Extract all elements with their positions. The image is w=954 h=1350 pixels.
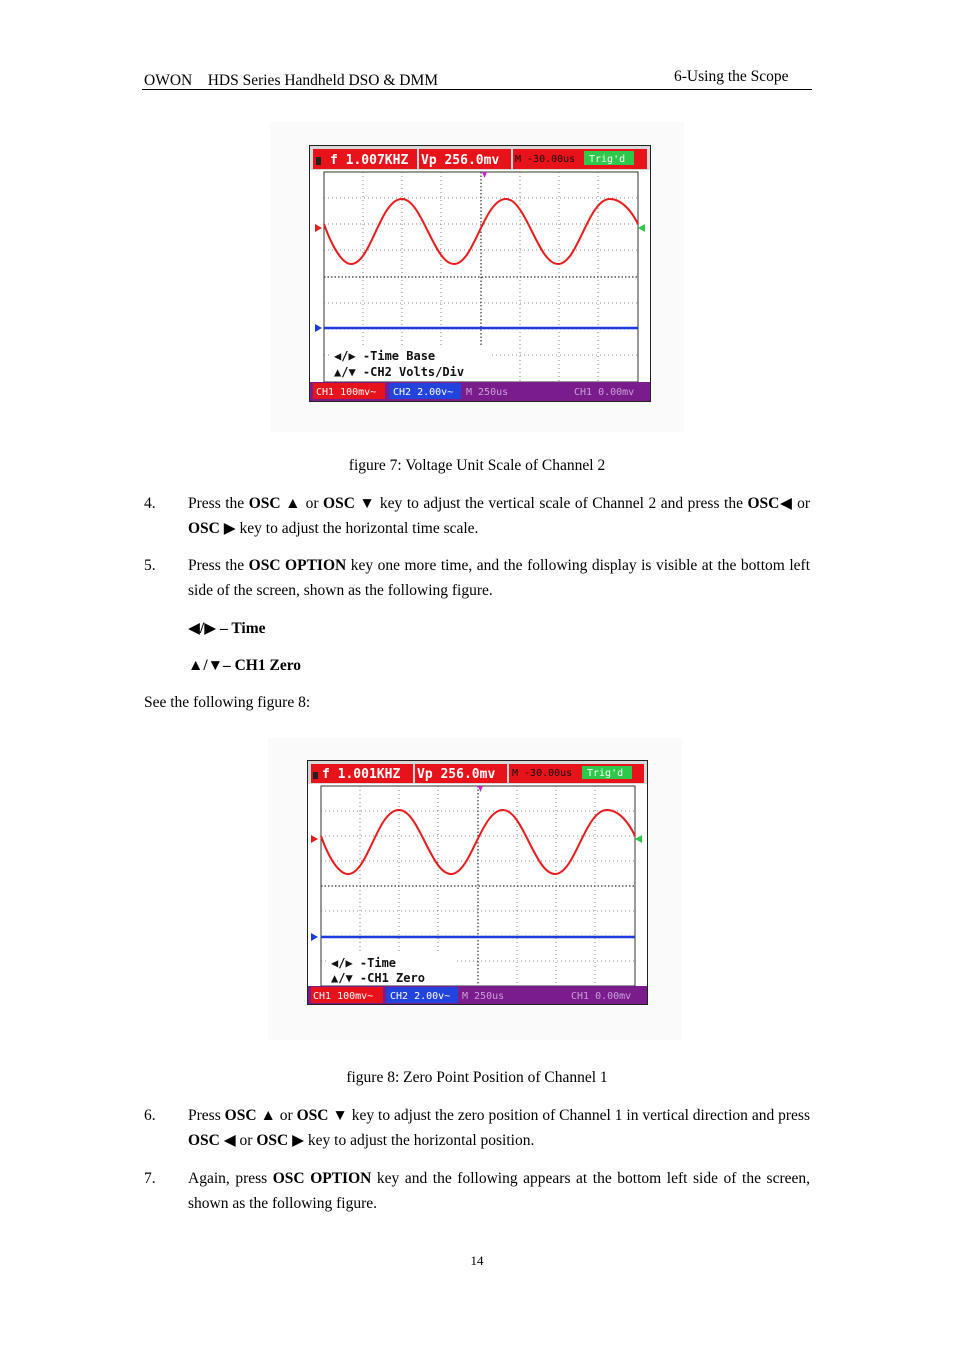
vpp-readout: Vp 256.0mv (421, 153, 500, 168)
ch2-scale: CH2 2.00v~ (390, 991, 451, 1002)
figure8-scope (307, 760, 648, 1005)
figure7-scope (309, 145, 651, 402)
key-line-ch1-zero: ▲/▼– CH1 Zero (188, 657, 302, 674)
ch2-zero-marker-icon (311, 933, 318, 941)
hint-line-2: ▲/▼ -CH2 Volts/Div (334, 365, 465, 379)
ch2-scale: CH2 2.00v~ (393, 387, 454, 398)
trigger-status: Trig'd (587, 768, 624, 779)
time-offset-readout: M -30.00us (515, 154, 576, 165)
header-left: OWON HDS Series Handheld DSO & DMM (144, 72, 439, 89)
ch1-scale: CH1 100mv~ (316, 387, 377, 398)
ch2-zero-marker-icon (315, 324, 322, 332)
figure8-screen (308, 761, 647, 1004)
see-figure8-text: See the following figure 8: (144, 694, 311, 711)
vpp-readout: Vp 256.0mv (417, 767, 496, 782)
ch1-scale: CH1 100mv~ (313, 991, 374, 1002)
trigger-level: CH1 0.00mv (571, 991, 632, 1002)
header-right: 6-Using the Scope (674, 68, 789, 85)
timebase: M 250us (462, 991, 505, 1002)
step6-number: 6. (144, 1107, 156, 1124)
step5-text: Press the OSC OPTION key one more time, and the following display is visible at the bottom left side of the screen, shown as the following figure. (188, 557, 811, 599)
step4-number: 4. (144, 495, 156, 512)
time-offset-readout: M -30.00us (512, 768, 573, 779)
trigger-level-marker-icon (638, 224, 645, 232)
frequency-readout: f 1.001KHZ (322, 767, 401, 782)
key-line-time: ◀/▶ – Time (188, 620, 266, 637)
trigger-level: CH1 0.00mv (574, 387, 635, 398)
header-rule (142, 89, 812, 90)
trigger-level-marker-icon (635, 835, 642, 843)
step6-text: Press OSC ▲ or OSC ▼ key to adjust the zero position of Channel 1 in vertical direction and press OSC ◀ or OSC ▶ key to adjust the horizontal position. (188, 1107, 810, 1149)
hint-line-1: ◀/▶ -Time (331, 956, 397, 970)
step4-text: Press the OSC ▲ or OSC ▼ key to adjust the vertical scale of Channel 2 and press the OSC◀ or OSC ▶ key to adjust the horizontal time scale. (188, 495, 810, 537)
figure7-plot (324, 172, 638, 382)
frequency-readout: f 1.007KHZ (330, 153, 409, 168)
hint-line-2: ▲/▼ -CH1 Zero (331, 971, 425, 985)
ch1-zero-marker-icon (311, 835, 318, 843)
step5-number: 5. (144, 557, 156, 574)
step7-text: Again, press OSC OPTION key and the following appears at the bottom left side of the screen, shown as the following figure. (188, 1170, 810, 1212)
figure8-plot (321, 786, 635, 986)
figure7-screen (310, 146, 650, 401)
page-number: 14 (470, 1253, 484, 1268)
timebase: M 250us (466, 387, 509, 398)
ch1-zero-marker-icon (315, 224, 322, 232)
step7-number: 7. (144, 1170, 156, 1187)
trigger-status: Trig'd (589, 154, 626, 165)
figure7-caption: figure 7: Voltage Unit Scale of Channel 2 (348, 457, 606, 474)
figure8-caption: figure 8: Zero Point Position of Channel 1 (346, 1069, 608, 1086)
hint-line-1: ◀/▶ -Time Base (334, 349, 436, 363)
